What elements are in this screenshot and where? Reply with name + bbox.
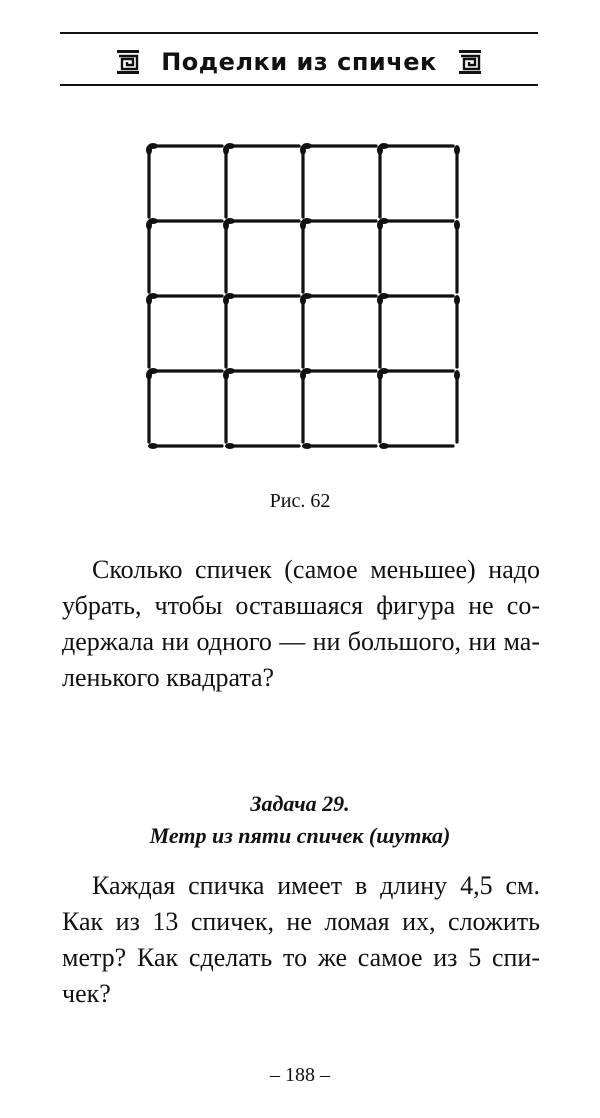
figure-caption: Рис. 62 <box>269 490 331 512</box>
page-number: – 188 – <box>270 1064 330 1086</box>
text-line: держала ни одного — ни большого, ни ма- <box>62 627 540 656</box>
text-line: метр? Как сделать то же самое из 5 спи- <box>62 943 540 972</box>
text-line: убрать, чтобы оставшаяся фигура не со- <box>62 591 540 620</box>
header-top-rule <box>60 32 538 34</box>
header-bottom-rule <box>60 84 538 86</box>
task-title: Метр из пяти спичек (шутка) <box>149 823 451 848</box>
text-line: чек? <box>62 979 111 1008</box>
problem-text <box>62 552 540 696</box>
task-number: Задача 29. <box>250 791 350 816</box>
text-line: Как из 13 спичек, не ломая их, сложить <box>62 907 540 936</box>
text-line: Сколько спичек (самое меньшее) надо <box>92 555 540 584</box>
header-title: Поделки из спичек <box>161 48 437 76</box>
greek-key-icon <box>459 50 481 74</box>
task-heading <box>0 788 600 852</box>
greek-key-icon <box>117 50 139 74</box>
problem-text <box>62 868 540 1012</box>
running-header <box>60 44 538 80</box>
text-line: ленького квадрата? <box>62 663 275 692</box>
matchstick-grid-figure <box>143 140 463 452</box>
text-line: Каждая спичка имеет в длину 4,5 см. <box>92 871 540 900</box>
